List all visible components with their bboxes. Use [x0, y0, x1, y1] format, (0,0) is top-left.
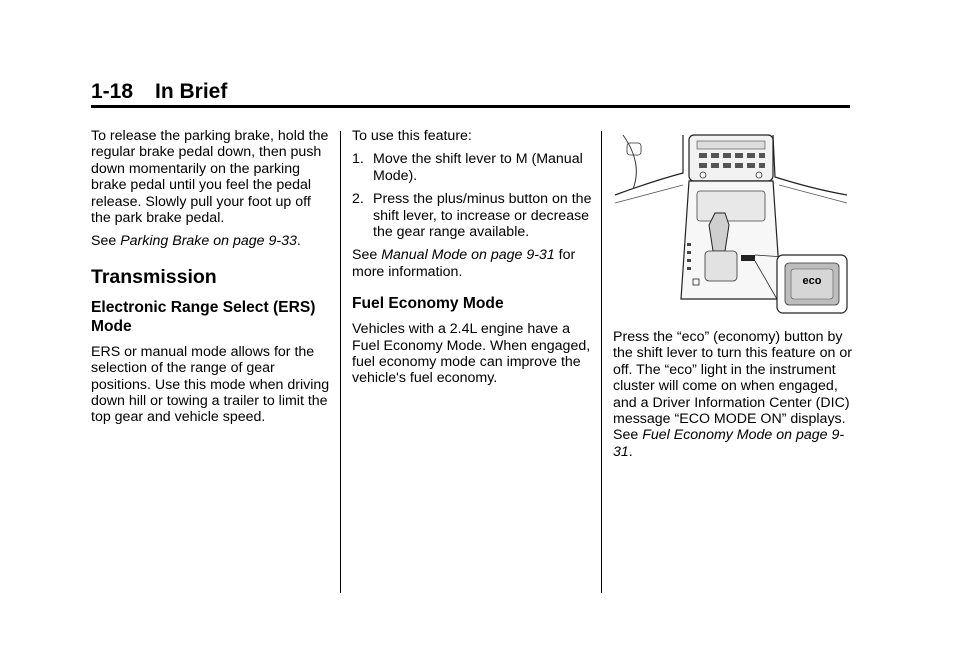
see-suffix: for more information. — [352, 247, 576, 280]
steps-list — [352, 151, 592, 240]
header-rule — [91, 105, 850, 108]
eco-text: Press the “eco” (economy) button by the shift lever to turn this feature on or off. The “eco” light in the instrument cluster will come on when engaged, and a Driver Information Center (DIC) message “ECO MODE ON” displays. See — [613, 329, 852, 444]
page-number: 1-18 — [91, 80, 134, 103]
step-number: 1. — [352, 151, 364, 168]
column-3 — [613, 133, 853, 460]
eco-paragraph — [613, 329, 853, 460]
manual-mode-reference: Manual Mode on page 9-31 — [381, 247, 555, 264]
column-2 — [352, 128, 592, 387]
list-item — [352, 151, 592, 184]
page-header — [91, 80, 851, 106]
list-item — [352, 191, 592, 240]
fuel-economy-paragraph: Vehicles with a 2.4L engine have a Fuel Economy Mode. When engaged, fuel economy mode can improve the vehicle's fuel economy. — [352, 321, 591, 387]
column-divider-2 — [601, 131, 602, 593]
ers-mode-paragraph: ERS or manual mode allows for the selection of the range of gear positions. Use this mode when driving down hill or towing a trailer to limit the top gear and vehicle speed. — [91, 343, 330, 426]
see-prefix: See — [91, 233, 121, 250]
parking-brake-reference: Parking Brake on page 9-33 — [120, 233, 297, 250]
fuel-economy-reference: Fuel Economy Mode on page 9-31 — [613, 427, 845, 460]
shift-lever-eco-illustration — [613, 133, 849, 315]
see-prefix: See — [352, 247, 382, 264]
section-title: In Brief — [155, 80, 228, 103]
column-1 — [91, 128, 331, 426]
column-divider-1 — [340, 131, 341, 593]
eco-button-label: eco — [802, 275, 822, 287]
step-text: Press the plus/minus button on the shift lever, to increase or decrease the gear range available. — [373, 191, 592, 241]
transmission-heading: Transmission — [91, 265, 217, 288]
see-parking-brake — [91, 233, 331, 249]
feature-intro: To use this feature: — [352, 128, 472, 144]
ers-mode-heading: Electronic Range Select (ERS) Mode — [91, 298, 316, 335]
eco-suffix: . — [628, 443, 633, 460]
step-number: 2. — [352, 191, 364, 208]
step-text: Move the shift lever to M (Manual Mode). — [373, 151, 583, 184]
see-suffix: . — [296, 233, 301, 250]
see-manual-mode — [352, 247, 592, 280]
fuel-economy-heading: Fuel Economy Mode — [352, 295, 504, 313]
parking-brake-paragraph: To release the parking brake, hold the regular brake pedal down, then push down momentarily on the parking brake pedal until you feel the pedal release. Slowly pull your foot up off the park brake pedal. — [91, 128, 329, 227]
